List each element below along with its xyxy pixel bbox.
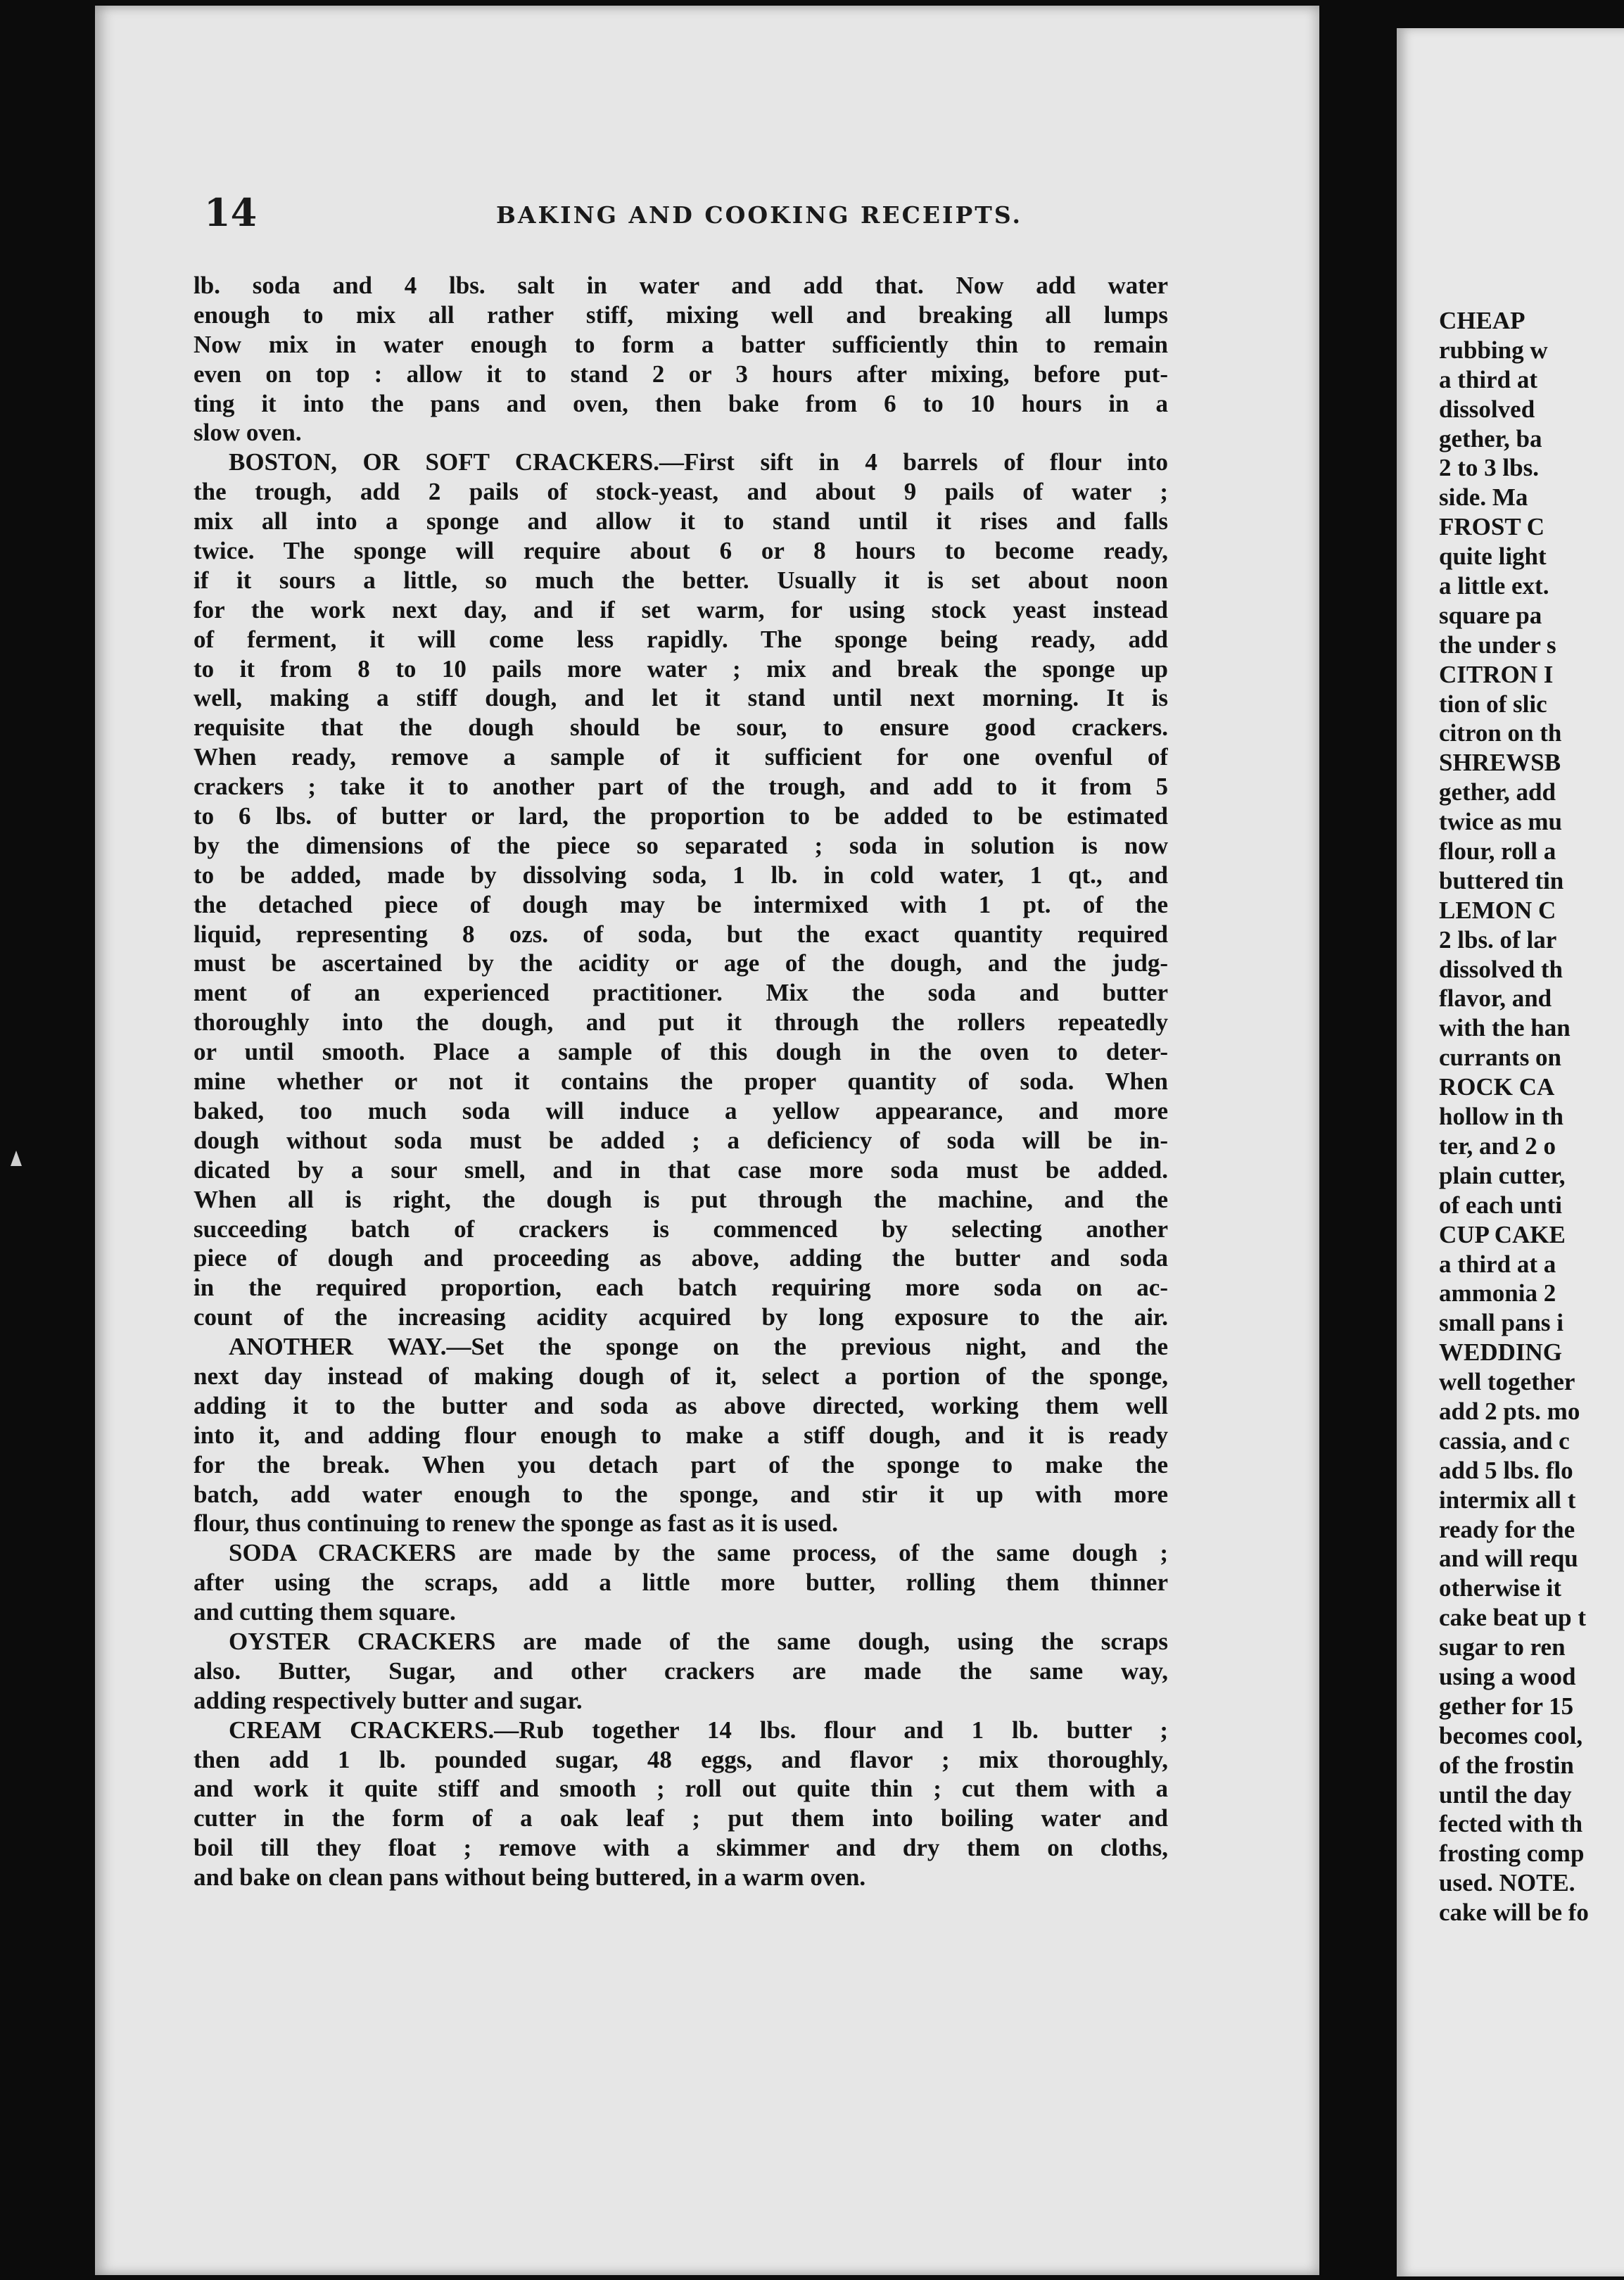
- right-page-line: plain cutter,: [1439, 1161, 1566, 1189]
- right-page-line: otherwise it: [1439, 1574, 1561, 1602]
- text-line: by the dimensions of the piece so separated ; soda in solution is now: [194, 831, 1168, 859]
- right-page-line: small pans i: [1439, 1309, 1563, 1337]
- right-page-line: until the day: [1439, 1780, 1572, 1809]
- text-line: to it from 8 to 10 pails more water ; mix and break the sponge up: [194, 654, 1168, 683]
- text-line: dicated by a sour smell, and in that case more soda must be added.: [194, 1155, 1168, 1184]
- right-page-line: of each unti: [1439, 1191, 1562, 1219]
- text-line: liquid, representing 8 ozs. of soda, but the exact quantity required: [194, 920, 1168, 948]
- right-page-line: twice as mu: [1439, 808, 1562, 836]
- right-page-line: hollow in th: [1439, 1103, 1563, 1131]
- right-page-line: CHEAP: [1439, 307, 1525, 334]
- right-page-line: frosting comp: [1439, 1839, 1585, 1868]
- text-line: after using the scraps, add a little more butter, rolling them thinner: [194, 1569, 1168, 1597]
- text-line: into it, and adding flour enough to make a stiff dough, and it is ready: [194, 1421, 1168, 1449]
- right-page-line: fected with th: [1439, 1810, 1583, 1838]
- right-page-line: using a wood: [1439, 1662, 1576, 1690]
- right-page-line: used. NOTE.: [1439, 1869, 1575, 1897]
- text-line: baked, too much soda will induce a yellow appearance, and more: [194, 1096, 1168, 1125]
- right-page-line: ter, and 2 o: [1439, 1132, 1556, 1160]
- text-line: When all is right, the dough is put through the machine, and the: [194, 1185, 1168, 1213]
- text-line: the trough, add 2 pails of stock-yeast, and about 9 pails of water ;: [194, 478, 1168, 506]
- right-page-line: ROCK CA: [1439, 1073, 1555, 1101]
- right-page-line: rubbing w: [1439, 336, 1548, 364]
- right-page-line: 2 lbs. of lar: [1439, 925, 1557, 954]
- page-number: 14: [204, 190, 258, 235]
- text-line: dough without soda must be added ; a deficiency of soda will be in-: [194, 1126, 1168, 1154]
- right-page-line: CITRON I: [1439, 660, 1554, 688]
- right-page-line: tion of slic: [1439, 690, 1547, 718]
- recipe-text: [194, 271, 1168, 1892]
- text-line: and work it quite stiff and smooth ; roll out quite thin ; cut them with a: [194, 1775, 1168, 1803]
- right-page-line: quite light: [1439, 543, 1547, 571]
- text-line: piece of dough and proceeding as above, adding the butter and soda: [194, 1244, 1168, 1272]
- text-line: if it sours a little, so much the better. Usually it is set about noon: [194, 566, 1168, 594]
- right-page-line: the under s: [1439, 631, 1556, 659]
- text-line: count of the increasing acidity acquired by long exposure to the air.: [194, 1303, 1168, 1331]
- right-page-line: ammonia 2: [1439, 1279, 1556, 1307]
- right-page-line: WEDDING: [1439, 1338, 1563, 1367]
- text-line: even on top : allow it to stand 2 or 3 hours after mixing, before put-: [194, 360, 1168, 388]
- text-line: of ferment, it will come less rapidly. The sponge being ready, add: [194, 625, 1168, 653]
- right-page-line: cake will be fo: [1439, 1899, 1589, 1927]
- right-page-line: gether, add: [1439, 778, 1556, 806]
- text-line: adding it to the butter and soda as above directed, working them well: [194, 1391, 1168, 1419]
- text-line: Now mix in water enough to form a batter sufficiently thin to remain: [194, 330, 1168, 358]
- right-page-line: with the han: [1439, 1014, 1571, 1042]
- text-line: requisite that the dough should be sour, to ensure good crackers.: [194, 714, 1168, 742]
- right-page-line: and will requ: [1439, 1545, 1578, 1573]
- right-page-line: flavor, and: [1439, 984, 1552, 1013]
- right-page-line: side. Ma: [1439, 483, 1528, 512]
- right-page-line: well together: [1439, 1368, 1575, 1396]
- text-line: flour, thus continuing to renew the sponge as fast as it is used.: [194, 1509, 838, 1538]
- text-line: to be added, made by dissolving soda, 1 lb. in cold water, 1 qt., and: [194, 861, 1168, 889]
- text-line: mix all into a sponge and allow it to stand until it rises and falls: [194, 507, 1168, 536]
- right-page-line: a third at: [1439, 365, 1537, 393]
- text-line: also. Butter, Sugar, and other crackers are made the same way,: [194, 1657, 1168, 1685]
- text-line: for the work next day, and if set warm, for using stock yeast instead: [194, 595, 1168, 623]
- right-page-line: cake beat up t: [1439, 1604, 1587, 1632]
- right-page-line: cassia, and c: [1439, 1426, 1570, 1455]
- text-line: must be ascertained by the acidity or age of the dough, and the judg-: [194, 949, 1168, 977]
- right-page-line: dissolved: [1439, 395, 1535, 423]
- text-line: crackers ; take it to another part of the trough, and add to it from 5: [194, 773, 1168, 801]
- text-line: or until smooth. Place a sample of this dough in the oven to deter-: [194, 1038, 1168, 1066]
- right-page-line: buttered tin: [1439, 866, 1564, 894]
- text-line: adding respectively butter and sugar.: [194, 1686, 583, 1714]
- right-page-line: add 2 pts. mo: [1439, 1397, 1580, 1425]
- text-line: boil till they float ; remove with a skimmer and dry them on cloths,: [194, 1834, 1168, 1862]
- margin-mark: [11, 1151, 22, 1166]
- right-page-line: of the frostin: [1439, 1751, 1574, 1779]
- text-line: cutter in the form of a oak leaf ; put them into boiling water and: [194, 1804, 1168, 1832]
- text-line: next day instead of making dough of it, select a portion of the sponge,: [194, 1362, 1168, 1390]
- page-header: [204, 190, 1098, 235]
- text-line: and cutting them square.: [194, 1598, 456, 1626]
- text-line: twice. The sponge will require about 6 or 8 hours to become ready,: [194, 537, 1168, 565]
- right-page: [1397, 28, 1624, 2276]
- text-line: then add 1 lb. pounded sugar, 48 eggs, and flavor ; mix thoroughly,: [194, 1745, 1168, 1773]
- right-page-line: FROST C: [1439, 513, 1545, 541]
- right-page-line: a little ext.: [1439, 572, 1549, 600]
- right-page-line: gether for 15: [1439, 1692, 1574, 1720]
- right-page-line: flour, roll a: [1439, 837, 1556, 866]
- text-line: ting it into the pans and oven, then bake from 6 to 10 hours in a: [194, 389, 1168, 417]
- text-line: ANOTHER WAY.—Set the sponge on the previous night, and the: [229, 1333, 1168, 1361]
- right-page-line: currants on: [1439, 1044, 1562, 1072]
- text-line: to 6 lbs. of butter or lard, the proportion to be added to be estimated: [194, 802, 1168, 830]
- text-line: for the break. When you detach part of the sponge to make the: [194, 1450, 1168, 1478]
- right-page-line: sugar to ren: [1439, 1633, 1566, 1661]
- right-page-line: a third at a: [1439, 1250, 1556, 1278]
- right-page-line: add 5 lbs. flo: [1439, 1456, 1573, 1484]
- right-page-line: 2 to 3 lbs.: [1439, 454, 1539, 482]
- text-line: succeeding batch of crackers is commenced by selecting another: [194, 1215, 1168, 1243]
- text-line: in the required proportion, each batch requiring more soda on ac-: [194, 1274, 1168, 1302]
- text-line: When ready, remove a sample of it sufficient for one ovenful of: [194, 743, 1168, 771]
- text-line: enough to mix all rather stiff, mixing well and breaking all lumps: [194, 300, 1168, 329]
- right-page-line: LEMON C: [1439, 896, 1556, 924]
- right-page-line: citron on th: [1439, 719, 1562, 747]
- text-line: OYSTER CRACKERS are made of the same dough, using the scraps: [229, 1627, 1168, 1655]
- text-line: the detached piece of dough may be intermixed with 1 pt. of the: [194, 890, 1168, 918]
- text-line: and bake on clean pans without being buttered, in a warm oven.: [194, 1863, 866, 1892]
- text-line: slow oven.: [194, 419, 302, 447]
- text-line: well, making a stiff dough, and let it stand until next morning. It is: [194, 684, 1168, 712]
- right-page-line: gether, ba: [1439, 424, 1542, 452]
- text-line: CREAM CRACKERS.—Rub together 14 lbs. flour and 1 lb. butter ;: [229, 1716, 1168, 1744]
- right-page-line: becomes cool,: [1439, 1721, 1583, 1749]
- running-head: BAKING AND COOKING RECEIPTS.: [496, 201, 1022, 229]
- text-line: ment of an experienced practitioner. Mix the soda and butter: [194, 979, 1168, 1007]
- right-page-line: CUP CAKE: [1439, 1220, 1566, 1248]
- text-line: batch, add water enough to the sponge, and stir it up with more: [194, 1480, 1168, 1508]
- text-line: thoroughly into the dough, and put it through the rollers repeatedly: [194, 1008, 1168, 1037]
- right-page-line: intermix all t: [1439, 1486, 1576, 1514]
- text-line: SODA CRACKERS are made by the same process, of the same dough ;: [229, 1539, 1168, 1567]
- text-line: BOSTON, OR SOFT CRACKERS.—First sift in 4 barrels of flour into: [229, 448, 1168, 476]
- right-page-line: square pa: [1439, 601, 1542, 629]
- right-page-line: SHREWSB: [1439, 749, 1561, 777]
- text-line: lb. soda and 4 lbs. salt in water and add that. Now add water: [194, 272, 1168, 299]
- right-page-line: dissolved th: [1439, 955, 1563, 983]
- text-line: mine whether or not it contains the proper quantity of soda. When: [194, 1068, 1168, 1096]
- right-page-text: [1439, 306, 1624, 1927]
- right-page-line: ready for the: [1439, 1515, 1575, 1543]
